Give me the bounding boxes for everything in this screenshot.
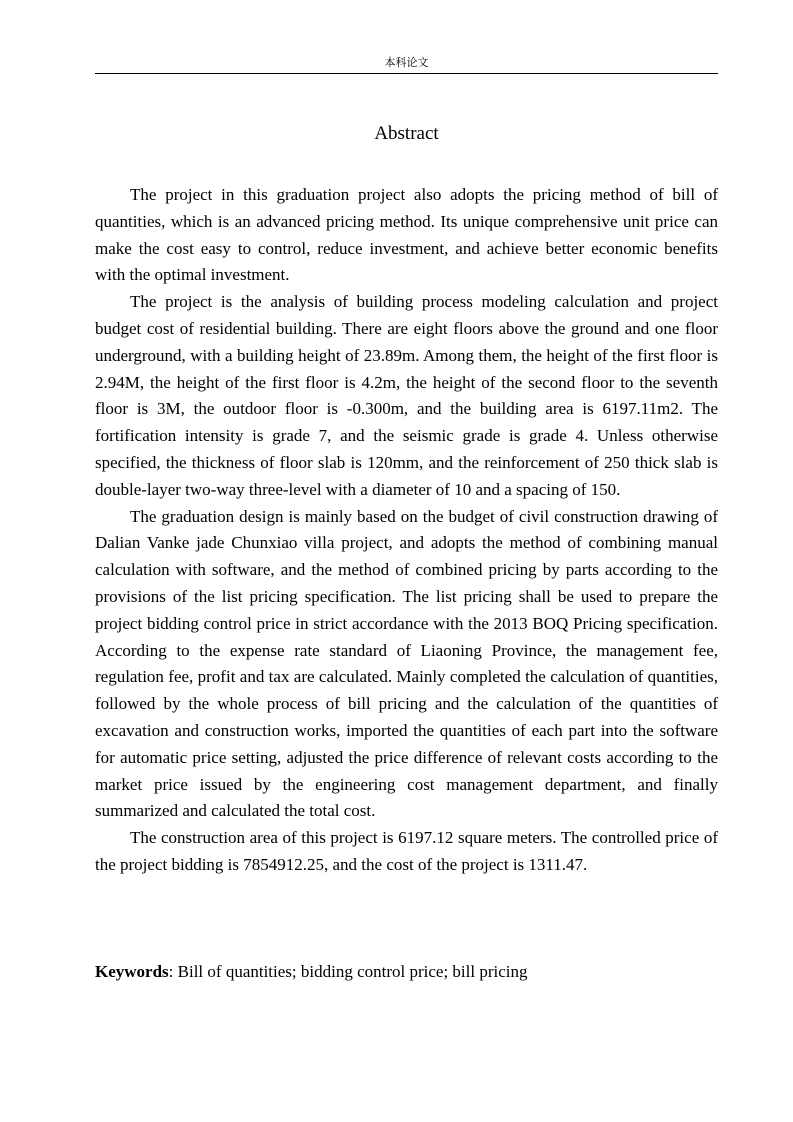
- abstract-paragraph-1: The project in this graduation project also adopts the pricing method of bill of quantities, which is an advanced pricing method. Its unique comprehensive unit price can make the cost easy to control, reduce investment, and achieve better economic benefits with the optimal investment.: [95, 185, 718, 285]
- keywords-text: : Bill of quantities; bidding control price; bill pricing: [168, 962, 528, 981]
- header-divider: [95, 73, 718, 74]
- abstract-title: Abstract: [374, 123, 439, 144]
- page-header: 本科论文: [384, 56, 429, 69]
- abstract-body: [95, 182, 718, 879]
- keywords-line: [95, 960, 718, 984]
- abstract-paragraph-4: The construction area of this project is 6197.12 square meters. The controlled price of the project bidding is 7854912.25, and the cost of the project is 1311.47.: [95, 828, 718, 874]
- abstract-paragraph-3: The graduation design is mainly based on the budget of civil construction drawing of Dalian Vanke jade Chunxiao villa project, and adopts the method of combining manual calculation with software, and the method of combined pricing by parts according to the provisions of the list pricing specification. The list pricing shall be used to prepare the project bidding control price in strict accordance with the 2013 BOQ Pricing specification. According to the expense rate standard of Liaoning Province, the management fee, regulation fee, profit and tax are calculated. Mainly completed the calculation of quantities, followed by the whole process of bill pricing and the calculation of the quantities of excavation and construction works, imported the quantities of each part into the software for automatic price setting, adjusted the price difference of relevant costs according to the market price issued by the engineering cost management department, and finally summarized and calculated the total cost.: [95, 506, 718, 821]
- abstract-paragraph-2: The project is the analysis of building process modeling calculation and project budget cost of residential building. There are eight floors above the ground and one floor underground, with a building height of 23.89m. Among them, the height of the first floor is 2.94M, the height of the first floor is 4.2m, the height of the second floor to the seventh floor is 3M, the outdoor floor is -0.300m, and the building area is 6197.11m2. The fortification intensity is grade 7, and the seismic grade is grade 4. Unless otherwise specified, the thickness of floor slab is 120mm, and the reinforcement of 250 thick slab is double-layer two-way three-level with a diameter of 10 and a spacing of 150.: [95, 292, 718, 499]
- keywords-label: Keywords: [95, 962, 169, 981]
